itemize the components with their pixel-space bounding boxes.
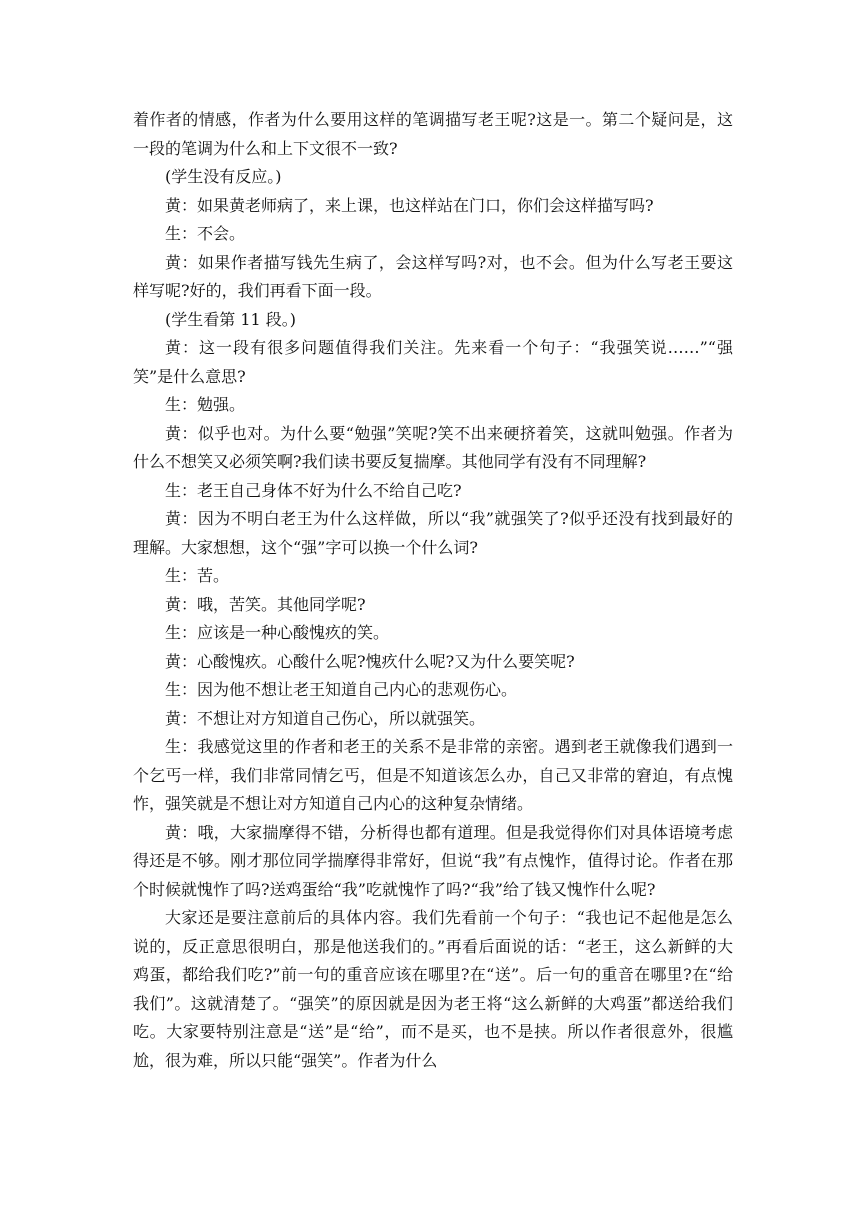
dialogue-student: 生：应该是一种心酸愧疚的笑。 [165, 623, 390, 642]
dialogue-teacher: 黄：如果作者描写钱先生病了，会这样写吗?对，也不会。但为什么写老王要这样写呢?好的，我们再看下面一段。 [133, 252, 733, 300]
dialogue-teacher: 黄：因为不明白老王为什么这样做，所以“我”就强笑了?似乎还没有找到最好的理解。大家想想，这个“强”字可以换一个什么词? [133, 509, 733, 557]
dialogue-teacher: 黄：不想让对方知道自己伤心，所以就强笑。 [165, 708, 486, 728]
dialogue-student: 生：苦。 [165, 566, 230, 585]
dialogue-teacher: 黄：哦，大家揣摩得不错，分析得也都有道理。但是我觉得你们对具体语境考虑得还是不够。刚才那位同学揣摩得非常好，但说“我”有点愧怍，值得讨论。作者在那个时候就愧怍了吗?送鸡蛋给“我”吃就愧怍了吗?“我”给了钱又愧怍什么呢? [133, 822, 733, 899]
stage-direction: (学生没有反应。) [165, 167, 282, 186]
dialogue-student: 生：因为他不想让老王知道自己内心的悲观伤心。 [165, 680, 518, 699]
dialogue-student: 生：老王自己身体不好为什么不给自己吃? [165, 480, 462, 500]
stage-direction: (学生看第 11 段。) [165, 309, 297, 329]
dialogue-student: 生：勉强。 [165, 395, 246, 414]
dialogue-teacher: 黄：如果黄老师病了，来上课，也这样站在门口，你们会这样描写吗? [165, 195, 654, 215]
paragraph-continuation: 着作者的情感，作者为什么要用这样的笔调描写老王呢?这是一。第二个疑问是，这一段的笔调为什么和上下文很不一致? [133, 110, 733, 158]
dialogue-student: 生：我感觉这里的作者和老王的关系不是非常的亲密。遇到老王就像我们遇到一个乞丐一样，我们非常同情乞丐，但是不知道该怎么办，自己又非常的窘迫，有点愧怍，强笑就是不想让对方知道自己内心的这种复杂情绪。 [133, 737, 733, 813]
document-body [133, 106, 733, 1075]
dialogue-student: 生：不会。 [165, 224, 246, 243]
dialogue-teacher: 黄：哦，苦笑。其他同学呢? [165, 594, 366, 614]
dialogue-teacher: 黄：这一段有很多问题值得我们关注。先来看一个句子：“我强笑说……”“强笑”是什么意思? [133, 338, 733, 386]
paragraph-explanation: 大家还是要注意前后的具体内容。我们先看前一个句子：“我也记不起他是怎么说的，反正意思很明白，那是他送我们的。”再看后面说的话：“老王，这么新鲜的大鸡蛋，都给我们吃?”前一句的重音应该在哪里?在“送”。后一句的重音在哪里?在“给我们”。这就清楚了。“强笑”的原因就是因为老王将“这么新鲜的大鸡蛋”都送给我们吃。大家要特别注意是“送”是“给”，而不是买，也不是挟。所以作者很意外，很尴尬，很为难，所以只能“强笑”。作者为什么 [133, 908, 733, 1070]
dialogue-teacher: 黄：似乎也对。为什么要“勉强”笑呢?笑不出来硬挤着笑，这就叫勉强。作者为什么不想笑又必须笑啊?我们读书要反复揣摩。其他同学有没有不同理解? [133, 423, 733, 471]
dialogue-teacher: 黄：心酸愧疚。心酸什么呢?愧疚什么呢?又为什么要笑呢? [165, 651, 575, 671]
